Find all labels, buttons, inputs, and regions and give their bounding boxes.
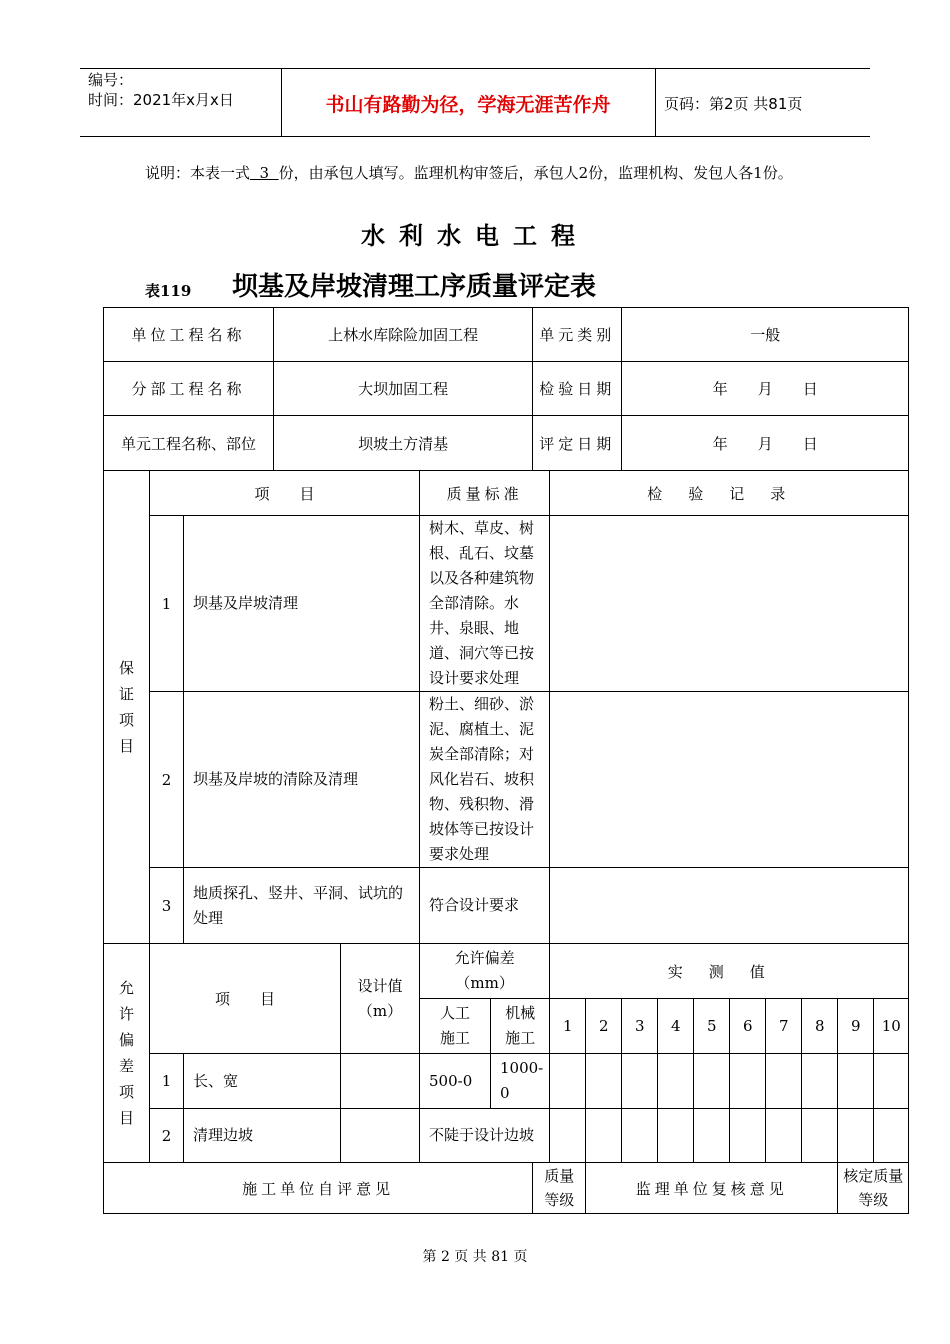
measure-col-1: 1 bbox=[550, 999, 586, 1054]
tolerance-row-1-m9[interactable] bbox=[838, 1054, 874, 1109]
page-footer: 第 2 页 共 81 页 bbox=[422, 1249, 528, 1265]
quality-grade-label: 质量等级 bbox=[533, 1163, 586, 1214]
info-row-sub-project bbox=[104, 362, 909, 416]
header-bottom-rule bbox=[80, 136, 870, 137]
tolerance-row-2-no: 2 bbox=[150, 1109, 184, 1163]
guarantee-row-3-no: 3 bbox=[150, 868, 184, 944]
opinion-row bbox=[104, 1163, 909, 1214]
info-row-unit-project bbox=[104, 308, 909, 362]
header-page-info: 页码：第2页 共81页 bbox=[664, 94, 803, 113]
guarantee-row-1-item: 坝基及岸坡清理 bbox=[184, 516, 420, 692]
measure-col-10: 10 bbox=[874, 999, 909, 1054]
main-heading: 水利水电工程 bbox=[361, 222, 589, 250]
guarantee-row-1 bbox=[104, 516, 909, 692]
tolerance-head-allow: 允许偏差（mm） bbox=[420, 944, 550, 999]
tolerance-row-1-m2[interactable] bbox=[586, 1054, 622, 1109]
note-copies: 3 bbox=[250, 164, 279, 182]
guarantee-row-2-standard: 粉土、细砂、淤泥、腐植土、泥炭全部清除；对风化岩石、坡积物、残积物、滑坡体等已按设计要求处理 bbox=[420, 692, 550, 868]
header-divider-left bbox=[281, 68, 282, 136]
instruction-note bbox=[145, 160, 825, 186]
unit-project-label: 单位工程名称 bbox=[104, 308, 274, 362]
tolerance-row-1-m6[interactable] bbox=[730, 1054, 766, 1109]
tolerance-row-2-design[interactable] bbox=[341, 1109, 420, 1163]
time-label: 时间：2021年x月x日 bbox=[88, 91, 234, 109]
tolerance-row-2-m10[interactable] bbox=[874, 1109, 909, 1163]
guarantee-head-standard: 质量标准 bbox=[420, 471, 550, 516]
note-suffix: 份，由承包人填写。监理机构审签后，承包人2份，监理机构、发包人各1份。 bbox=[278, 164, 793, 182]
header-meta bbox=[88, 70, 234, 110]
tolerance-section-label: 允许偏差项目 bbox=[104, 944, 150, 1163]
sub-project-label: 分部工程名称 bbox=[104, 362, 274, 416]
tolerance-row-1-design[interactable] bbox=[341, 1054, 420, 1109]
supervisor-review-label: 监理单位复核意见 bbox=[586, 1163, 838, 1214]
note-prefix: 说明：本表一式 bbox=[145, 164, 251, 182]
unit-type-value: 一般 bbox=[622, 308, 909, 362]
tolerance-row-1 bbox=[104, 1054, 909, 1109]
assess-date-label: 评定日期 bbox=[533, 416, 622, 471]
tolerance-row-2-m5[interactable] bbox=[694, 1109, 730, 1163]
header-motto: 书山有路勤为径，学海无涯苦作舟 bbox=[325, 93, 611, 116]
self-evaluation-label: 施工单位自评意见 bbox=[104, 1163, 533, 1214]
tolerance-row-2 bbox=[104, 1109, 909, 1163]
element-label: 单元工程名称、部位 bbox=[104, 416, 274, 471]
guarantee-row-3-item: 地质探孔、竖井、平洞、试坑的处理 bbox=[184, 868, 420, 944]
tolerance-row-2-m3[interactable] bbox=[622, 1109, 658, 1163]
tolerance-header-row-1 bbox=[104, 944, 909, 999]
table-title: 坝基及岸坡清理工序质量评定表 bbox=[232, 272, 597, 302]
guarantee-header-row bbox=[104, 471, 909, 516]
tolerance-head-machine: 机械施工 bbox=[491, 999, 550, 1054]
info-row-element bbox=[104, 416, 909, 471]
tolerance-head-design: 设计值（m） bbox=[341, 944, 420, 1054]
evaluation-form-table bbox=[103, 307, 909, 1214]
measure-col-9: 9 bbox=[838, 999, 874, 1054]
tolerance-row-1-m8[interactable] bbox=[802, 1054, 838, 1109]
tolerance-row-1-m10[interactable] bbox=[874, 1054, 909, 1109]
tolerance-row-1-m5[interactable] bbox=[694, 1054, 730, 1109]
measure-col-8: 8 bbox=[802, 999, 838, 1054]
assess-date-value: 年 月 日 bbox=[622, 416, 909, 471]
code-label: 编号： bbox=[88, 71, 134, 89]
guarantee-row-2 bbox=[104, 692, 909, 868]
guarantee-row-2-item: 坝基及岸坡的清除及清理 bbox=[184, 692, 420, 868]
tolerance-row-1-m7[interactable] bbox=[766, 1054, 802, 1109]
tolerance-row-2-m2[interactable] bbox=[586, 1109, 622, 1163]
header-top-rule bbox=[80, 68, 870, 69]
tolerance-row-1-machine: 1000-0 bbox=[491, 1054, 550, 1109]
tolerance-row-1-m3[interactable] bbox=[622, 1054, 658, 1109]
measure-col-3: 3 bbox=[622, 999, 658, 1054]
inspect-date-value: 年 月 日 bbox=[622, 362, 909, 416]
guarantee-head-item: 项 目 bbox=[150, 471, 420, 516]
guarantee-head-record: 检验记录 bbox=[550, 471, 909, 516]
unit-project-value: 上林水库除险加固工程 bbox=[274, 308, 533, 362]
tolerance-row-2-m8[interactable] bbox=[802, 1109, 838, 1163]
measure-col-5: 5 bbox=[694, 999, 730, 1054]
tolerance-row-1-no: 1 bbox=[150, 1054, 184, 1109]
tolerance-row-2-item: 清理边坡 bbox=[184, 1109, 341, 1163]
tolerance-row-2-m1[interactable] bbox=[550, 1109, 586, 1163]
tolerance-row-2-combined: 不陡于设计边坡 bbox=[420, 1109, 550, 1163]
table-number: 表119 bbox=[145, 282, 192, 300]
tolerance-head-manual: 人工施工 bbox=[420, 999, 491, 1054]
measure-col-4: 4 bbox=[658, 999, 694, 1054]
guarantee-row-3-record[interactable] bbox=[550, 868, 909, 944]
header-divider-right bbox=[655, 68, 656, 136]
tolerance-head-measured: 实测值 bbox=[550, 944, 909, 999]
guarantee-row-2-no: 2 bbox=[150, 692, 184, 868]
tolerance-head-item: 项 目 bbox=[150, 944, 341, 1054]
tolerance-row-2-m9[interactable] bbox=[838, 1109, 874, 1163]
guarantee-row-1-standard: 树木、草皮、树根、乱石、坟墓以及各种建筑物全部清除。水井、泉眼、地道、洞穴等已按设计要求处理 bbox=[420, 516, 550, 692]
inspect-date-label: 检验日期 bbox=[533, 362, 622, 416]
tolerance-row-2-m7[interactable] bbox=[766, 1109, 802, 1163]
unit-type-label: 单元类别 bbox=[533, 308, 622, 362]
tolerance-row-1-m1[interactable] bbox=[550, 1054, 586, 1109]
element-value: 坝坡土方清基 bbox=[274, 416, 533, 471]
sub-project-value: 大坝加固工程 bbox=[274, 362, 533, 416]
tolerance-row-2-m6[interactable] bbox=[730, 1109, 766, 1163]
tolerance-row-1-m4[interactable] bbox=[658, 1054, 694, 1109]
guarantee-row-1-record[interactable] bbox=[550, 516, 909, 692]
guarantee-row-2-record[interactable] bbox=[550, 692, 909, 868]
tolerance-row-1-manual: 500-0 bbox=[420, 1054, 491, 1109]
measure-col-6: 6 bbox=[730, 999, 766, 1054]
guarantee-section-label: 保证项目 bbox=[104, 471, 150, 944]
measure-col-2: 2 bbox=[586, 999, 622, 1054]
verified-grade-label: 核定质量等级 bbox=[838, 1163, 909, 1214]
guarantee-row-3-standard: 符合设计要求 bbox=[420, 868, 550, 944]
tolerance-row-2-m4[interactable] bbox=[658, 1109, 694, 1163]
guarantee-row-1-no: 1 bbox=[150, 516, 184, 692]
guarantee-row-3 bbox=[104, 868, 909, 944]
measure-col-7: 7 bbox=[766, 999, 802, 1054]
tolerance-row-1-item: 长、宽 bbox=[184, 1054, 341, 1109]
